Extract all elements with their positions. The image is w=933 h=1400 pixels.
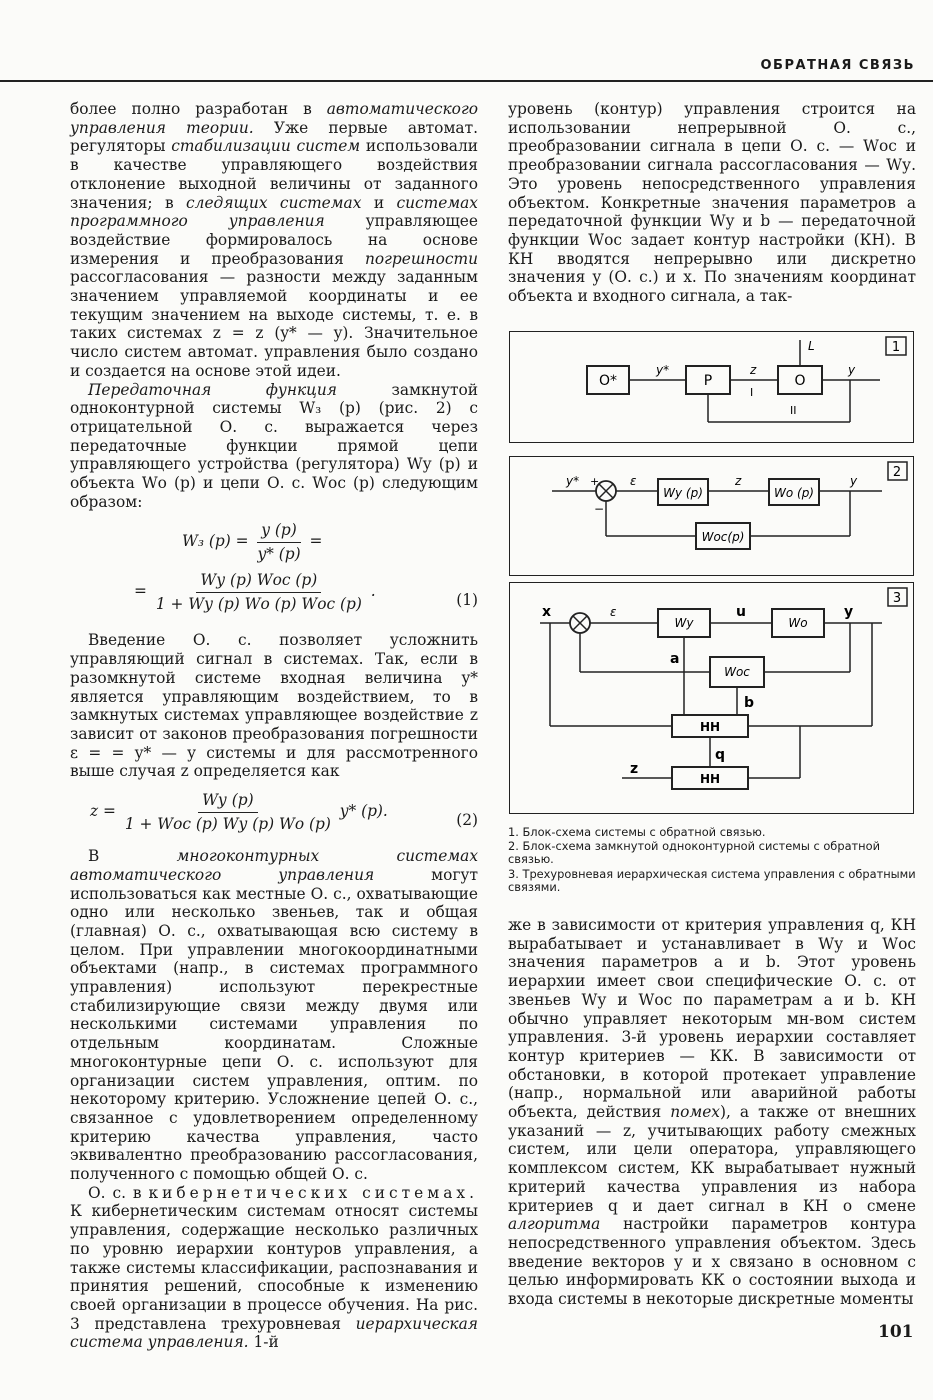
svg-text:Wy: Wy <box>674 616 694 630</box>
figure-3 <box>509 582 914 814</box>
svg-text:O*: O* <box>598 373 618 389</box>
svg-text:L: L <box>808 339 815 353</box>
figure-2 <box>509 456 914 576</box>
svg-text:u: u <box>736 604 746 620</box>
figure-2-diagram <box>510 457 913 575</box>
eq1-lhs: W₃ (p) = <box>182 532 249 551</box>
paragraph: В многоконтурных системах автоматического управления могут использоваться как местные О. с., охватывающие одно или несколько звеньев, так и общая (главная) О. с., охватывающая всю систему в целом. При управлении многокоординатными объектами (напр., в системах программного управления) используют перекрестные стабилизирующие связи между двумя или несколькими системами управления по отдельным координатам. Сложные многоконтурные цепи О. с. используют для организации систем управления, оптим. по некоторому критерию. Усложнение цепей О. с., связанное с удовлетворением определенному критерию качества управления, часто эквивалентно преобразованию рассогласования, полученного с помощью общей О. с. <box>70 847 478 1184</box>
eq1-frac1: $\frac{y (p)}{y* (p)}$ <box>257 521 301 564</box>
svg-text:I: I <box>750 386 754 399</box>
figure-1 <box>509 331 914 443</box>
eq1-lead: = <box>134 582 147 601</box>
eq2-number: (2) <box>456 811 478 830</box>
left-column <box>70 100 478 1352</box>
equation-1: W₃ (p) = $\frac{y (p)}{y* (p)}$ = = $\frac{\text{Wу (p) Wос (p)}}{\text{1 + Wу (p) Wо (p) Wос (p)}}$ . (1) <box>134 521 478 614</box>
svg-text:Woc: Woc <box>724 665 750 679</box>
svg-text:Wo: Wo <box>788 616 808 630</box>
page-number: 101 <box>878 1322 914 1342</box>
paragraph: же в зависимости от критерия управления q, КН вырабатывает и устанавливает в Wу и Wос значения параметров a и b. Этот уровень иерархии имеет свои специфические О. с. от звеньев Wу и Wос по параметрам a и b. КН обычно управляет некоторым мн-вом систем управления. 3-й уровень иерархии составляет контур критериев — КК. В зависимости от обстановки, в которой протекает управление (напр., нормальной или аварийной работы объекта, действия помех), а также от внешних указаний — z, учитывающих работу смежных систем, или цели оператора, управляющего комплексом систем, КК вырабатывает нужный критерий качества управления из набора критериев q и дает сигнал в КН о смене алгоритма настройки параметров контура непосредственного управления объектом. Здесь введение векторов y и x связано в основном с целью информировать КК о состоянии выхода и входа системы в некоторые дискретные моменты <box>508 916 916 1309</box>
svg-text:3: 3 <box>892 591 902 606</box>
svg-text:ε: ε <box>630 474 637 488</box>
right-column-top <box>508 100 916 306</box>
right-column-bottom <box>508 916 916 1309</box>
svg-text:ε: ε <box>610 605 617 619</box>
svg-text:y*: y* <box>566 474 580 488</box>
caption-1: 1. Блок-схема системы с обратной связью. <box>508 825 766 839</box>
paragraph: Введение О. с. позволяет усложнить управляющий сигнал в системах. Так, если в разомкнутой системе входная величина y* является управляющим воздействием, то в замкнутых системах управляющее воздействие z зависит от законов преобразования погрешности ε = = y* — y системы и для рассмотренного выше случая z определяется как <box>70 631 478 781</box>
figure-captions <box>508 826 916 895</box>
svg-text:+: + <box>590 475 600 488</box>
caption-2: 2. Блок-схема замкнутой одноконтурной системы с обратной связью. <box>508 839 880 867</box>
running-title: ОБРАТНАЯ СВЯЗЬ <box>760 58 915 73</box>
svg-text:II: II <box>790 404 797 417</box>
eq1-number: (1) <box>456 591 478 610</box>
svg-text:z: z <box>750 363 757 377</box>
svg-text:O: O <box>794 373 806 389</box>
svg-text:Woc(p): Woc(p) <box>701 530 745 544</box>
svg-text:q: q <box>715 747 726 763</box>
svg-text:P: P <box>703 373 713 389</box>
paragraph: уровень (контур) управления строится на использовании непрерывной О. с., преобразовании сигнала в цепи О. с. — Wос и преобразовании сигнала рассогласования — Wу. Это уровень непосредственного управления объектом. Конкретные значения параметров a передаточной функции Wу и b — передаточной функции Wос задает контур настройки (КН). В КН вводятся непрерывно или дискретно значения y (О. с.) и x. По значениям координат объекта и входного сигнала, а так- <box>508 100 916 306</box>
svg-text:−: − <box>594 502 605 516</box>
svg-text:2: 2 <box>892 465 902 480</box>
paragraph: более полно разработан в автоматического управления теории. Уже первые автомат. регуляторы стабилизации систем использовали в качестве управляющего воздействия отклонение выходной величины от заданного значения; в следящих системах и системах программного управления управляющее воздействие формировалось на основе измерения и преобразования погрешности рассогласования — разности между заданным значением управляемой координаты и ее текущим значением на выходе системы, т. е. в таких системах z = z (y* — y). Значительное число систем автомат. управления было создано и создается на основе этой идеи. <box>70 100 479 380</box>
eq1-frac2: $\frac{\text{Wу (p) Wос (p)}}{\text{1 + Wу (p) Wо (p) Wос (p)}}$ <box>155 571 362 614</box>
svg-text:Wy (p): Wy (p) <box>663 486 703 500</box>
paragraph: Передаточная функция замкнутой одноконтурной системы W₃ (p) (рис. 2) с отрицательной О. с. выражается через передаточные функции прямой цепи управляющего устройства (регулятора) Wу (p) и объекта Wо (p) и цепи О. с. Wос (p) следующим образом: <box>70 380 478 511</box>
header-rule <box>0 80 933 82</box>
svg-text:y*: y* <box>656 363 670 377</box>
eq2-frac: $\frac{Wу (p)}{\text{1 + Wос (p) Wу (p) Wо (p)}}$ <box>124 791 331 833</box>
svg-text:z: z <box>630 761 639 777</box>
paragraph: О. с. в кибернетических системах. К кибернетическим системам относят системы управления, содержащие несколько различных по уровню иерархии контуров управления, а также системы классификации, распознавания и принятия решений, способные к изменению своей организации в процессе обучения. На рис. 3 представлена трехуровневая иерархическая система управления. 1-й <box>70 1183 478 1352</box>
svg-text:y: y <box>850 474 858 488</box>
svg-text:z: z <box>735 474 742 488</box>
svg-text:y: y <box>844 604 854 620</box>
svg-text:b: b <box>744 695 755 711</box>
svg-text:y: y <box>848 363 856 377</box>
figure-3-diagram <box>510 583 913 813</box>
svg-text:1: 1 <box>891 340 901 355</box>
equation-2: z = $\frac{Wу (p)}{\text{1 + Wос (p) Wу (p) Wо (p)}}$ y* (p). (2) <box>90 791 478 833</box>
svg-text:Wo (p): Wo (p) <box>773 486 815 500</box>
svg-text:a: a <box>670 651 680 667</box>
svg-text:x: x <box>542 604 552 620</box>
svg-text:HH: HH <box>699 720 721 734</box>
caption-3: 3. Трехуровневая иерархическая система управления с обратными связями. <box>508 866 916 894</box>
svg-text:HH: HH <box>699 772 721 786</box>
figure-1-diagram <box>510 332 913 442</box>
